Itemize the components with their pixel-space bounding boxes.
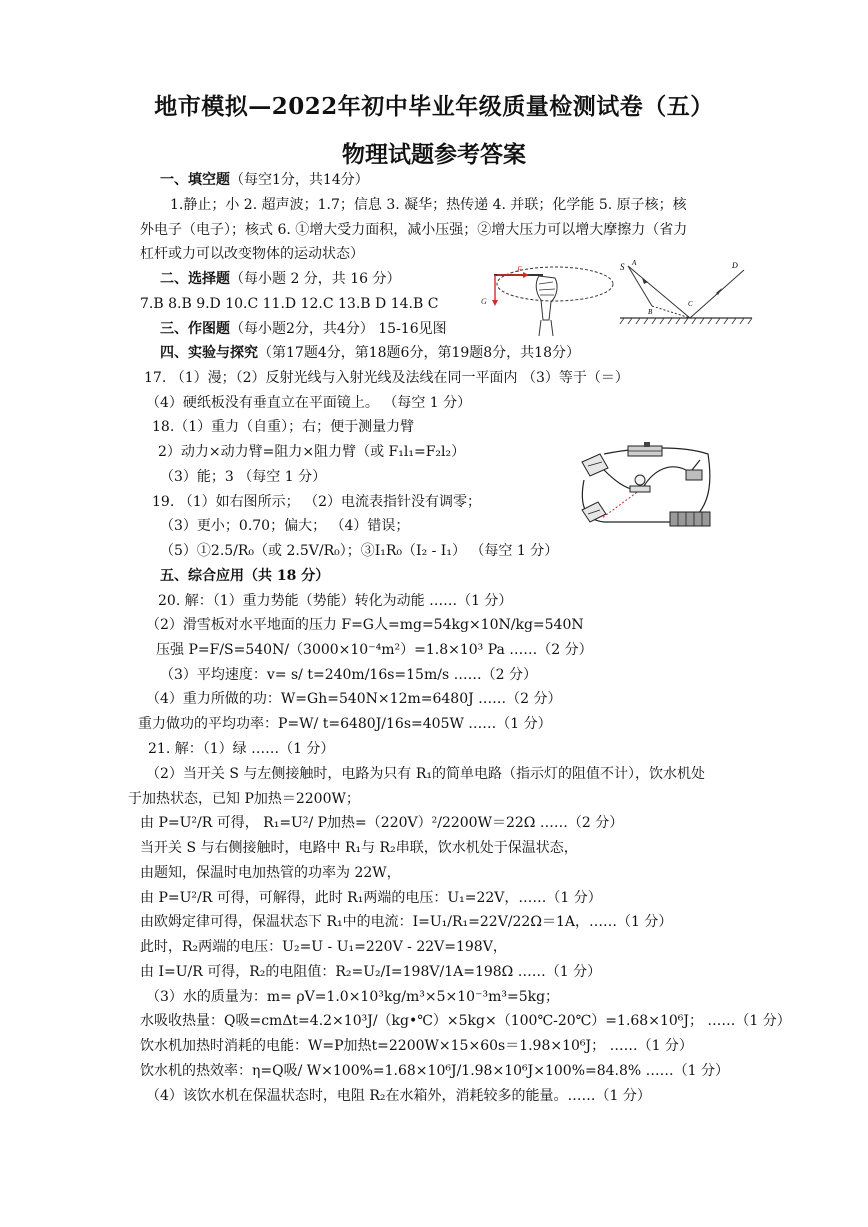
answer-line-4: 7.B 8.B 9.D 10.C 11.D 12.C 13.B D 14.B C bbox=[140, 296, 439, 312]
force-f-arrowhead bbox=[523, 272, 529, 278]
answer-line-26: 由欧姆定律可得，保温状态下 R₁中的电流：I=U₁/R₁=22V/22Ω＝1A，……（1 分） bbox=[140, 914, 673, 930]
section-3-note: （每小题2分，共4分） 15-16见图 bbox=[230, 321, 447, 337]
answer-line-6: （4）硬纸板没有垂直立在平面镜上。 （每空 1 分） bbox=[146, 395, 472, 411]
answer-line-5: 17. （1）漫；（2）反射光线与入射光线及法线在同一平面内 （3）等于（＝） bbox=[144, 370, 629, 386]
switch-lever bbox=[692, 460, 700, 470]
answer-line-15: 压强 P=F/S=540N/（3000×10⁻⁴m²）=1.8×10³ Pa ……（2 分） bbox=[156, 642, 593, 658]
figure-15-drawing bbox=[477, 262, 617, 338]
answer-line-19: 21. 解：（1）绿 ……（1 分） bbox=[148, 741, 335, 757]
answer-line-18: 重力做功的平均功率：P=W/ t=6480J/16s=405W ……（1 分） bbox=[138, 716, 552, 732]
section-3-title: 三、作图题 bbox=[160, 321, 230, 337]
section-4-heading bbox=[160, 343, 580, 363]
answer-line-22: 由 P=U²/R 可得， R₁=U²/ P加热=（220V）²/2200W＝22Ω ……（2 分） bbox=[140, 815, 624, 831]
label-f: F bbox=[517, 265, 522, 274]
figure-16-drawing bbox=[612, 256, 757, 328]
incident-arrowhead bbox=[642, 278, 648, 284]
incident-ray bbox=[628, 266, 690, 318]
label-c: C bbox=[688, 300, 693, 308]
answer-line-2: 外电子（电子）；核式 6. ①增大受力面积，减小压强；②增大压力可以增大摩擦力（省力 bbox=[140, 222, 688, 238]
answer-line-17: （4）重力所做的功：W=Gh=540N×12m=6480J ……（2 分） bbox=[146, 691, 562, 707]
voltmeter bbox=[582, 454, 608, 476]
answer-line-32: 饮水机的热效率：η=Q吸/ W×100%=1.68×10⁶J/1.98×10⁶J×100%=84.8% ……（1 分） bbox=[140, 1063, 730, 1079]
section-5-heading bbox=[160, 566, 329, 586]
section-5-title: 五、综合应用（共 18 分） bbox=[160, 568, 330, 584]
answer-line-16: （3）平均速度：v= s/ t=240m/16s=15m/s ……（2 分） bbox=[160, 667, 537, 683]
section-3-heading bbox=[160, 319, 447, 339]
answer-line-14: （2）滑雪板对水平地面的压力 F=G人=mg=54kg×10N/kg=540N bbox=[146, 617, 584, 633]
answer-line-29: （3）水的质量为：m= ρV=1.0×10³kg/m³×5×10⁻³m³=5kg； bbox=[146, 989, 560, 1005]
wrist-lines bbox=[539, 320, 553, 336]
answer-line-10: 19. （1）如右图所示； （2）电流表指针没有调零； bbox=[152, 494, 481, 510]
added-wire bbox=[602, 490, 640, 518]
answer-line-12: （5）①2.5/R₀（或 2.5V/R₀）；③I₁R₀（I₂ - I₁） （每空 1 分） bbox=[160, 543, 559, 559]
answer-line-27: 此时，R₂两端的电压：U₂=U - U₁=220V - 22V=198V， bbox=[140, 939, 507, 955]
section-1-title: 一、填空题 bbox=[160, 172, 230, 188]
answer-line-25: 由 P=U²/R 可得，可解得，此时 R₁两端的电压：U₁=22V，……（1 分） bbox=[140, 890, 602, 906]
answer-line-21: 于加热状态，已知 P加热＝2200W； bbox=[128, 791, 360, 807]
section-4-note: （第17题4分，第18题6分，第19题8分，共18分） bbox=[258, 345, 580, 361]
answer-line-7: 18.（1）重力（自重）；右；便于测量力臂 bbox=[152, 419, 415, 435]
answer-line-3: 杠杆或力可以改变物体的运动状态） bbox=[140, 246, 364, 262]
label-g: G bbox=[481, 297, 487, 306]
section-2-title: 二、选择题 bbox=[160, 271, 230, 287]
answer-line-28: 由 I=U/R 可得，R₂的电阻值：R₂=U₂/I=198V/1A=198Ω ……（1 分） bbox=[140, 964, 602, 980]
mirror-hatching bbox=[620, 318, 752, 324]
answer-line-8: 2）动力×动力臂=阻力×阻力臂（或 F₁l₁=F₂l₂） bbox=[158, 444, 466, 460]
label-d: D bbox=[732, 261, 738, 270]
answer-line-23: 当开关 S 与右侧接触时，电路中 R₁与 R₂串联，饮水机处于保温状态， bbox=[140, 840, 578, 856]
answer-line-1: 1.静止；小 2. 超声波；1.7；信息 3. 凝华；热传递 4. 并联；化学能 5. 原子核；核 bbox=[170, 197, 687, 213]
gravity-arrowhead bbox=[492, 300, 498, 306]
section-4-title: 四、实验与探究 bbox=[160, 345, 258, 361]
bulb bbox=[635, 475, 645, 485]
answer-line-13: 20. 解：（1）重力势能（势能）转化为动能 ……（1 分） bbox=[158, 593, 513, 609]
switch bbox=[686, 470, 702, 480]
exam-title: 地市模拟—2022年初中毕业年级质量检测试卷（五） bbox=[154, 93, 714, 120]
ray-s-b bbox=[628, 266, 652, 306]
label-s: S bbox=[620, 262, 625, 272]
section-2-heading bbox=[160, 269, 401, 289]
answer-line-31: 饮水机加热时消耗的电能：W=P加热t=2200W×15×60s＝1.98×10⁶J； ……（1 分） bbox=[140, 1038, 693, 1054]
answer-line-20: （2）当开关 S 与左侧接触时，电路为只有 R₁的简单电路（指示灯的阻值不计），饮水机处 bbox=[146, 766, 705, 782]
answer-line-33: （4）该饮水机在保温状态时，电阻 R₂在水箱外，消耗较多的能量。……（1 分） bbox=[146, 1088, 651, 1104]
figure-19-circuit bbox=[574, 440, 722, 530]
answer-line-11: （3）更小；0.70；偏大； （4）错误； bbox=[160, 518, 410, 534]
section-1-heading bbox=[160, 170, 369, 190]
ray-b-c bbox=[652, 306, 690, 318]
answer-line-24: 由题知，保温时电加热管的功率为 22W， bbox=[140, 865, 401, 881]
wire-top bbox=[604, 448, 710, 514]
section-1-note: （每空1分，共14分） bbox=[230, 172, 369, 188]
label-a: A bbox=[632, 259, 637, 267]
hand-fingers bbox=[539, 282, 555, 295]
section-2-note: （每小题 2 分，共 16 分） bbox=[230, 271, 401, 287]
answer-line-30: 水吸收热量：Q吸=cmΔt=4.2×10³J/（kg•℃）×5kg×（100℃-20℃）=1.68×10⁶J； ……（1 分） bbox=[140, 1013, 791, 1029]
exam-subtitle: 物理试题参考答案 bbox=[342, 141, 526, 168]
rheostat-slider bbox=[644, 442, 650, 447]
label-b: B bbox=[648, 308, 653, 316]
battery-box bbox=[670, 512, 710, 526]
bulb-base bbox=[630, 486, 650, 492]
answer-line-9: （3）能；3 （每空 1 分） bbox=[160, 469, 327, 485]
